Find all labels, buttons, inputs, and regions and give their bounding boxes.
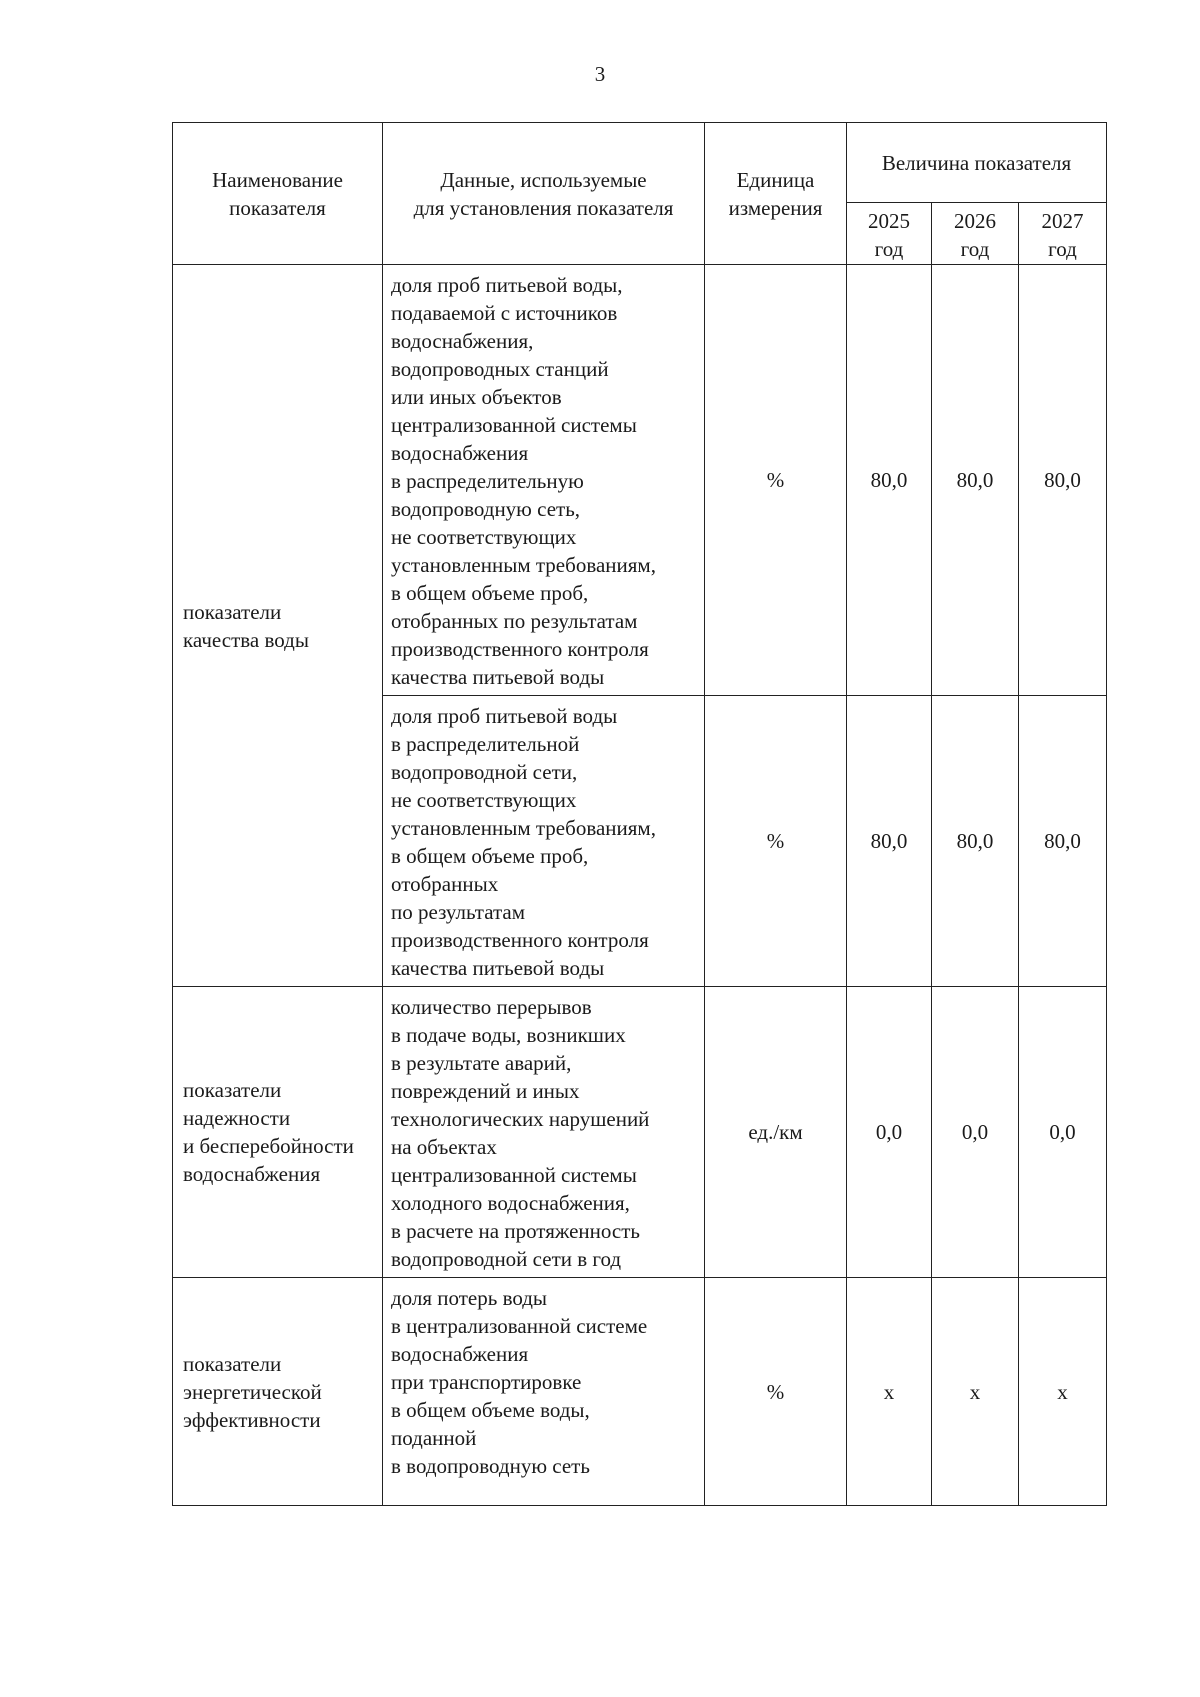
- table-row: [173, 987, 1107, 1278]
- indicator-source-data: доля проб питьевой воды, подаваемой с источников водоснабжения, водопроводных станций или иных объектов централизованной системы водоснабжения в распределительную водопроводную сеть, не соответствующих установленным требованиям, в общем объеме проб, отобранных по результатам производственного контроля качества питьевой воды: [383, 265, 705, 696]
- indicator-source-data: количество перерывов в подаче воды, возникших в результате аварий, повреждений и иных технологических нарушений на объектах централизованной системы холодного водоснабжения, в расчете на протяженность водопроводной сети в год: [383, 987, 705, 1278]
- value-2026: x: [932, 1278, 1019, 1506]
- indicator-unit: %: [705, 265, 847, 696]
- table-row: [173, 1278, 1107, 1506]
- indicator-group-name: показатели качества воды: [173, 265, 383, 987]
- value-2026: 80,0: [932, 265, 1019, 696]
- value-2025: 0,0: [847, 987, 932, 1278]
- header-year-2026: 2026 год: [932, 203, 1019, 265]
- value-2027: 80,0: [1019, 696, 1107, 987]
- header-indicator-name: Наименование показателя: [173, 123, 383, 265]
- table-row: [173, 265, 1107, 696]
- value-2025: x: [847, 1278, 932, 1506]
- indicator-unit: ед./км: [705, 987, 847, 1278]
- value-2025: 80,0: [847, 265, 932, 696]
- value-2026: 80,0: [932, 696, 1019, 987]
- indicator-unit: %: [705, 696, 847, 987]
- value-2026: 0,0: [932, 987, 1019, 1278]
- indicator-source-data: доля потерь воды в централизованной системе водоснабжения при транспортировке в общем объеме воды, поданной в водопроводную сеть: [383, 1278, 705, 1506]
- value-2027: 0,0: [1019, 987, 1107, 1278]
- value-2027: x: [1019, 1278, 1107, 1506]
- header-unit: Единица измерения: [705, 123, 847, 265]
- indicator-source-data: доля проб питьевой воды в распределительной водопроводной сети, не соответствующих установленным требованиям, в общем объеме проб, отобранных по результатам производственного контроля качества питьевой воды: [383, 696, 705, 987]
- indicator-group-name: показатели надежности и бесперебойности водоснабжения: [173, 987, 383, 1278]
- indicator-group-name: показатели энергетической эффективности: [173, 1278, 383, 1506]
- page-number: 3: [594, 62, 606, 86]
- value-2027: 80,0: [1019, 265, 1107, 696]
- header-source-data: Данные, используемые для установления показателя: [383, 123, 705, 265]
- header-year-2027: 2027 год: [1019, 203, 1107, 265]
- header-year-2025: 2025 год: [847, 203, 932, 265]
- header-indicator-value: Величина показателя: [847, 123, 1107, 203]
- indicators-table: [172, 122, 1107, 1506]
- indicator-unit: %: [705, 1278, 847, 1506]
- value-2025: 80,0: [847, 696, 932, 987]
